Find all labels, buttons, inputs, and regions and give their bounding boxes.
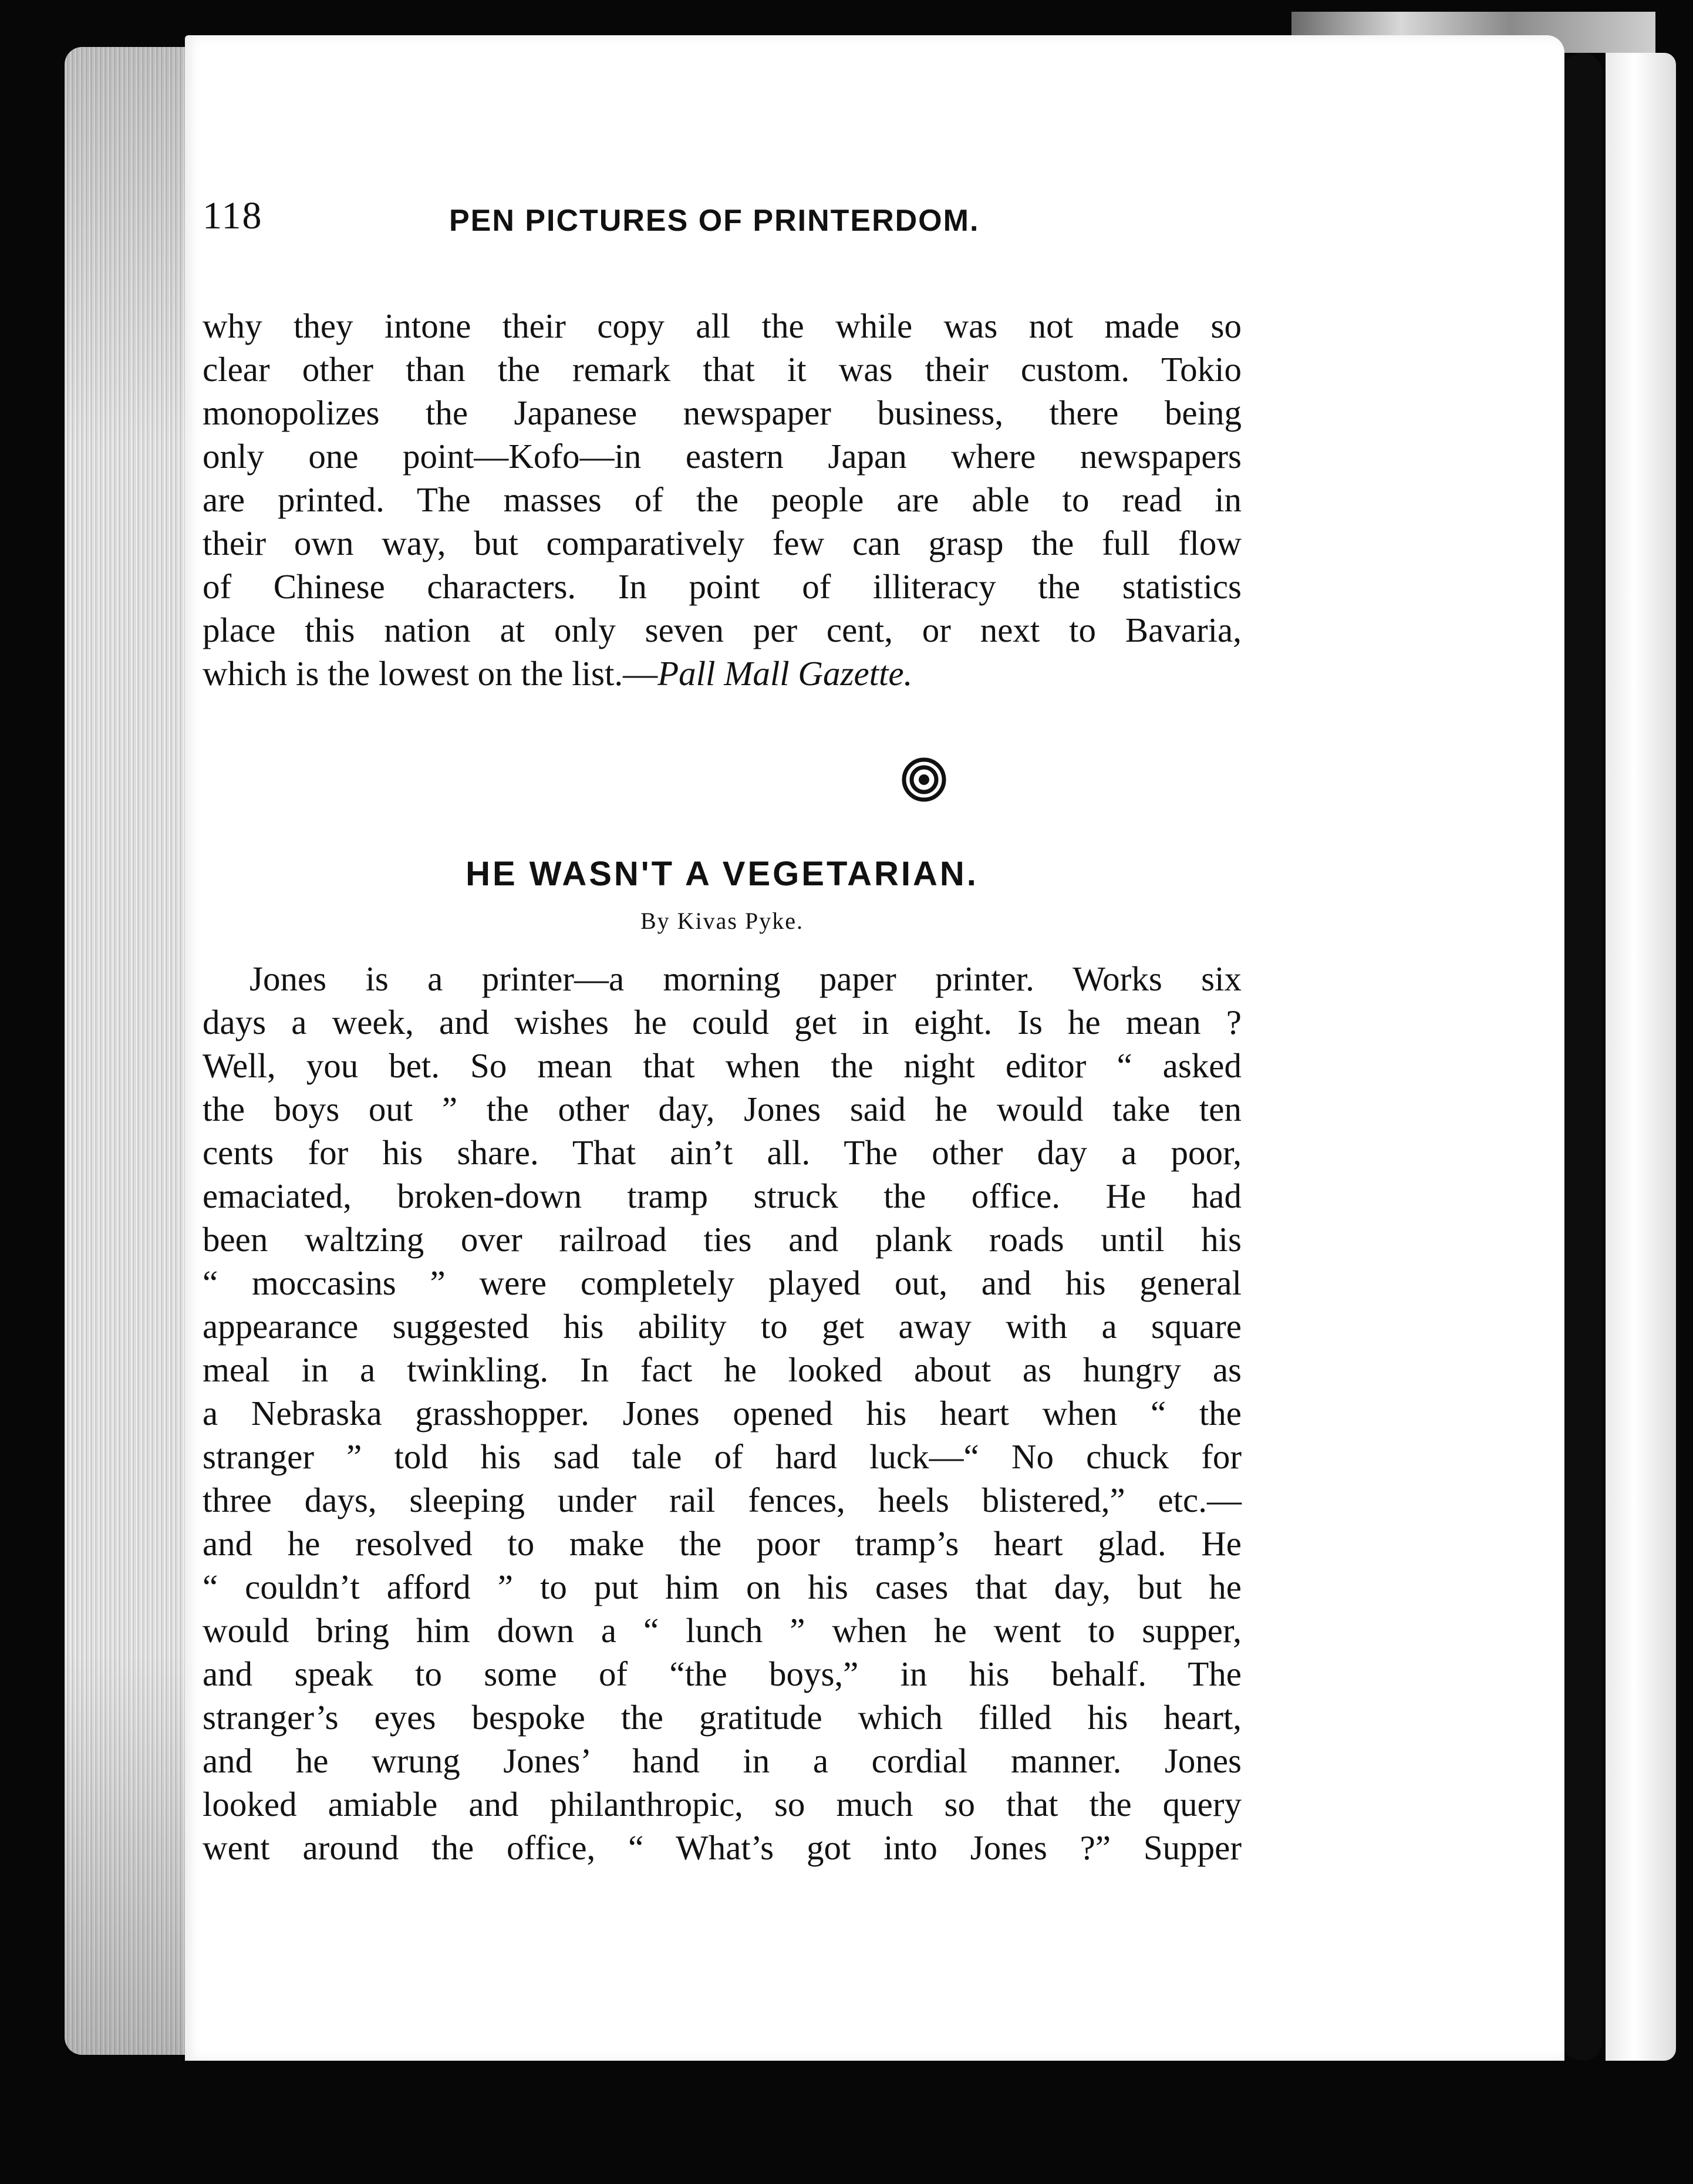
text-line: and speak to some of “the boys,” in his behalf. The [203, 1654, 1242, 1693]
source-attribution: Pall Mall Gazette. [657, 654, 913, 693]
text-line: and he wrung Jones’ hand in a cordial manner. Jones [203, 1741, 1242, 1780]
book-binding [1562, 53, 1603, 2061]
text-line: of Chinese characters. In point of illiteracy the statistics [203, 567, 1242, 606]
text-line: clear other than the remark that it was their custom. Tokio [203, 350, 1242, 389]
facing-page-edge [1606, 53, 1676, 2061]
text-line: Well, you bet. So mean that when the night editor “ asked [203, 1046, 1242, 1085]
text-line: cents for his share. That ain’t all. The other day a poor, [203, 1133, 1242, 1172]
previous-article-text [203, 304, 1242, 695]
text-line: are printed. The masses of the people are able to read in [203, 480, 1242, 519]
text-line: appearance suggested his ability to get away with a square [203, 1307, 1242, 1346]
running-head [203, 194, 1212, 247]
text-line: stranger’s eyes bespoke the gratitude which filled his heart, [203, 1698, 1242, 1737]
text-line: “ couldn’t afford ” to put him on his cases that day, but he [203, 1568, 1242, 1606]
text-line: only one point—Kofo—in eastern Japan where newspapers [203, 437, 1242, 476]
text-line: a Nebraska grasshopper. Jones opened his heart when “ the [203, 1394, 1242, 1433]
text-line: monopolizes the Japanese newspaper business, there being [203, 393, 1242, 432]
text-line: went around the office, “ What’s got into Jones ?” Supper [203, 1828, 1242, 1867]
text-line: place this nation at only seven per cent, or next to Bavaria, [203, 611, 1242, 649]
running-title: PEN PICTURES OF PRINTERDOM. [449, 204, 980, 238]
text-line: would bring him down a “ lunch ” when he went to supper, [203, 1611, 1242, 1650]
text-line: looked amiable and philanthropic, so much so that the query [203, 1785, 1242, 1824]
article-text [203, 957, 1242, 1869]
final-line-text: which is the lowest on the list.— [203, 654, 658, 693]
text-line: the boys out ” the other day, Jones said he would take ten [203, 1090, 1242, 1128]
text-line: three days, sleeping under rail fences, heels blistered,” etc.— [203, 1481, 1242, 1519]
text-line: why they intone their copy all the while was not made so [203, 306, 1242, 345]
text-line: been waltzing over railroad ties and plank roads until his [203, 1220, 1242, 1259]
text-line: meal in a twinkling. In fact he looked about as hungry as [203, 1350, 1242, 1389]
text-line: and he resolved to make the poor tramp’s heart glad. He [203, 1524, 1242, 1563]
text-line: days a week, and wishes he could get in eight. Is he mean ? [203, 1003, 1242, 1042]
text-line: their own way, but comparatively few can grasp the full flow [203, 524, 1242, 562]
article-byline: By Kivas Pyke. [640, 908, 804, 934]
text-line: Jones is a printer—a morning paper printer. Works six [249, 959, 1242, 998]
text-line: emaciated, broken-down tramp struck the office. He had [203, 1177, 1242, 1215]
final-text-line [203, 652, 1242, 695]
text-line: stranger ” told his sad tale of hard luck—“ No chuck for [203, 1437, 1242, 1476]
page-number: 118 [203, 194, 263, 237]
book-page-edges [65, 47, 191, 2055]
bullseye-ornament-icon [902, 757, 946, 802]
article-title: HE WASN'T A VEGETARIAN. [466, 855, 979, 893]
text-line: “ moccasins ” were completely played out, and his general [203, 1263, 1242, 1302]
